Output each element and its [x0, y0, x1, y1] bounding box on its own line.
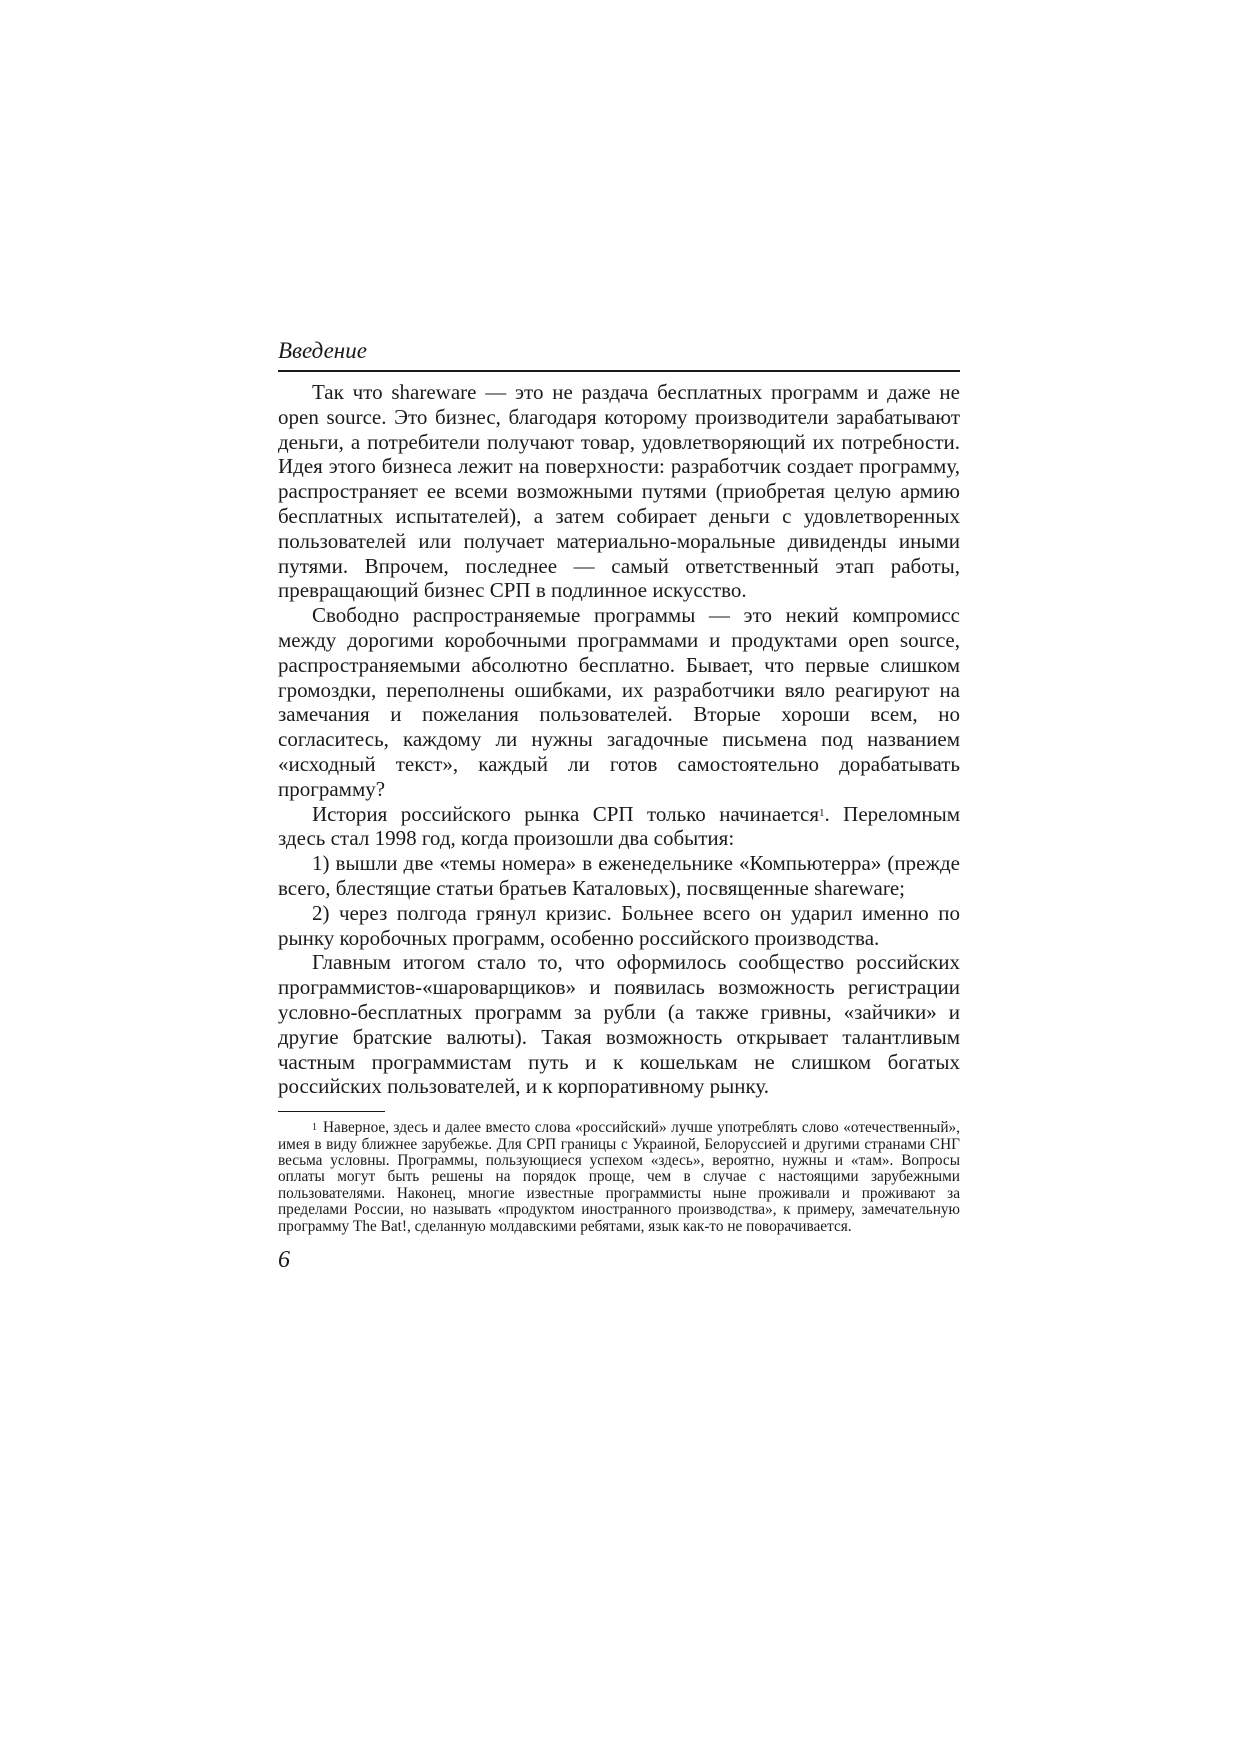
- body-text: [278, 380, 960, 1099]
- paragraph-compromise: Свободно распространяемые программы — это некий компромисс между дорогими коробочными программами и продуктами open source, распространяемыми абсолютно бесплатно. Бывает, что первые слишком громоздки, переполнены ошибками, их разработчики вяло реагируют на замечания и пожелания пользователей. Вторые хороши всем, но согласитесь, каждому ли нужны загадочные письмена под названием «исходный текст», каждый ли готов самостоятельно дорабатывать программу?: [278, 603, 960, 801]
- page-number: 6: [278, 1246, 290, 1273]
- book-page: [278, 336, 960, 1274]
- list-item-event-1: 1) вышли две «темы номера» в еженедельнике «Компьютерра» (прежде всего, блестящие статьи братьев Каталовых), посвященные shareware;: [278, 851, 960, 900]
- footnote-divider: [278, 1111, 385, 1112]
- footnote-marker: 1: [312, 1122, 317, 1134]
- paragraph-shareware-business: Так что shareware — это не раздача бесплатных программ и даже не open source. Это бизнес, благодаря которому производители зарабатывают деньги, а потребители получают товар, удовлетворяющий их потребности. Идея этого бизнеса лежит на поверхности: разработчик создает программу, распространяет ее всеми возможными путями (приобретая целую армию бесплатных испытателей), а затем собирает деньги с удовлетворенных пользователей или получает материально-моральные дивиденды иными путями. Впрочем, последнее — самый ответственный этап работы, превращающий бизнес СРП в подлинное искусство.: [278, 380, 960, 603]
- footnote: [278, 1120, 960, 1235]
- list-item-event-2: 2) через полгода грянул кризис. Больнее всего он ударил именно по рынку коробочных программ, особенно российского производства.: [278, 900, 960, 950]
- footnote-reference: 1: [819, 806, 825, 819]
- paragraph-main-result: Главным итогом стало то, что оформилось сообщество российских программистов-«шароварщиков» и появилась возможность регистрации условно-бесплатных программ за рубли (а также гривны, «зайчики» и другие братские валюты). Такая возможность открывает талантливым частным программистам путь и к кошелькам не слишком богатых российских пользователей, и к корпоративному рынку.: [278, 950, 960, 1099]
- footnote-text: Наверное, здесь и далее вместо слова «российский» лучше употреблять слово «отечественный», имея в виду ближнее зарубежье. Для СРП границы с Украиной, Белоруссией и другими странами СНГ весьма условны. Программы, пользующиеся успехом «здесь», вероятно, нужны и «там». Вопросы оплаты могут быть решены на порядок проще, чем в случае с настоящими зарубежными пользователями. Наконец, многие известные программисты ныне проживали и проживают за пределами России, но называть «продуктом иностранного производства», к примеру, замечательную программу The Bat!, сделанную молдавскими ребятами, язык как-то не поворачивается.: [278, 1119, 960, 1235]
- paragraph-text-before-ref: История российского рынка СРП только начинается: [312, 801, 820, 826]
- paragraph-market-history: [278, 802, 960, 852]
- paragraph-text-after-ref: . Переломным здесь стал 1998 год, когда произошли два события:: [278, 801, 960, 851]
- running-head: Введение: [278, 336, 960, 372]
